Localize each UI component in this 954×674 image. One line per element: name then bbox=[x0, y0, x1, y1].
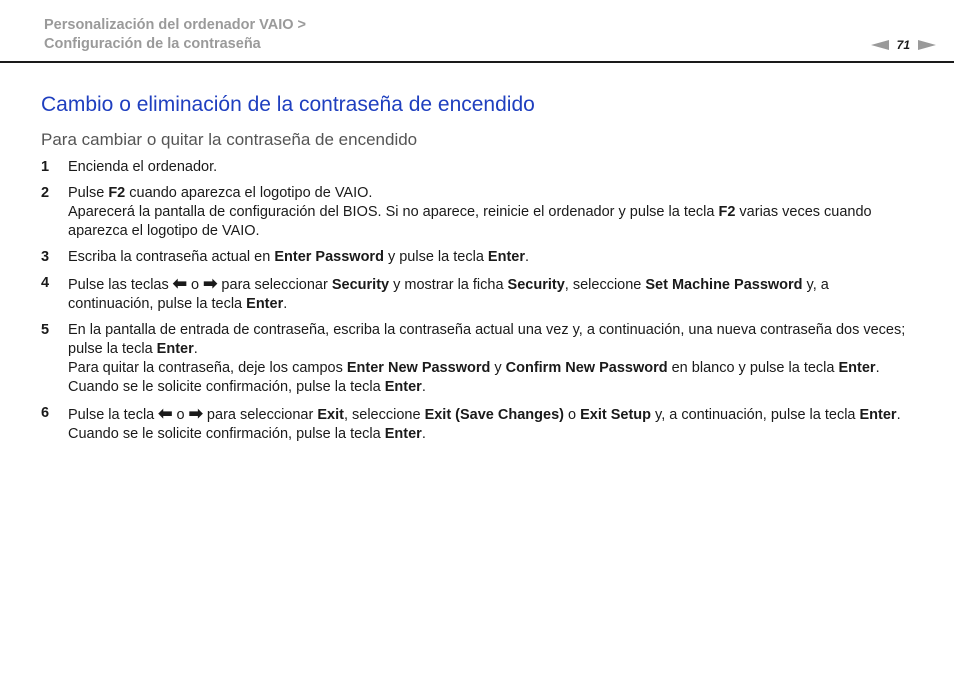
text-run: y bbox=[490, 360, 506, 376]
text-run: para seleccionar bbox=[217, 277, 332, 293]
key-term: F2 bbox=[718, 204, 736, 220]
text-run: , seleccione bbox=[343, 407, 425, 423]
text-run: para seleccionar bbox=[202, 407, 318, 423]
page-navigation bbox=[871, 37, 936, 53]
text-run: en blanco y pulse la tecla bbox=[667, 360, 839, 376]
left-arrow-icon: ⬅ bbox=[158, 404, 173, 423]
step-number: 3 bbox=[41, 249, 50, 265]
text-run: y, a continuación, pulse la tecla bbox=[651, 407, 860, 423]
step-line bbox=[68, 203, 915, 241]
right-arrow-icon: ➡ bbox=[188, 404, 203, 423]
key-term: F2 bbox=[108, 185, 126, 201]
text-run: . bbox=[875, 360, 880, 376]
page-number: 71 bbox=[896, 38, 910, 52]
key-term: Enter bbox=[384, 426, 422, 442]
text-run: Cuando se le solicite confirmación, pulse la tecla bbox=[68, 426, 385, 442]
step-line bbox=[68, 248, 915, 267]
header-divider bbox=[0, 61, 954, 63]
text-run: y, a continuación, pulse la tecla bbox=[68, 277, 829, 312]
text-run: En la pantalla de entrada de contraseña, escriba la contraseña actual una vez y, a continuación, una nueva contraseña dos veces; pulse la tecla bbox=[68, 322, 906, 357]
text-run: . bbox=[421, 426, 426, 442]
step-text bbox=[68, 321, 915, 397]
text-run: Aparecerá la pantalla de configuración del BIOS. Si no aparece, reinicie el ordenador y pulse la tecla bbox=[68, 204, 719, 220]
step-line bbox=[68, 378, 915, 397]
step-line bbox=[68, 404, 915, 425]
step-item bbox=[41, 184, 915, 241]
step-number: 1 bbox=[41, 159, 50, 175]
key-term: Exit (Save Changes) bbox=[424, 407, 564, 423]
text-run: Para quitar la contraseña, deje los campos bbox=[68, 360, 347, 376]
key-term: Enter bbox=[859, 407, 897, 423]
key-term: Enter bbox=[246, 296, 284, 312]
key-term: Exit Setup bbox=[580, 407, 652, 423]
step-item bbox=[41, 404, 915, 444]
text-run: o bbox=[187, 277, 204, 293]
step-number: 2 bbox=[41, 185, 50, 201]
text-run: y mostrar la ficha bbox=[389, 277, 508, 293]
left-arrow-icon: ⬅ bbox=[172, 274, 188, 293]
text-run: . bbox=[525, 249, 530, 265]
step-line bbox=[68, 158, 915, 177]
step-line bbox=[68, 425, 915, 444]
step-text bbox=[68, 248, 915, 267]
breadcrumb bbox=[44, 16, 306, 54]
text-run: . bbox=[896, 407, 901, 423]
steps-list bbox=[41, 158, 915, 451]
step-text bbox=[68, 184, 915, 241]
breadcrumb-section[interactable]: Personalización del ordenador VAIO > bbox=[44, 17, 307, 33]
step-number: 5 bbox=[41, 322, 50, 338]
key-term: Enter bbox=[487, 249, 525, 265]
key-term: Set Machine Password bbox=[645, 277, 803, 293]
right-arrow-icon: ➡ bbox=[203, 274, 218, 293]
step-text bbox=[68, 404, 915, 444]
key-term: Confirm New Password bbox=[505, 360, 668, 376]
step-line bbox=[68, 321, 915, 359]
step-text bbox=[68, 158, 915, 177]
triangle-right-icon[interactable] bbox=[918, 40, 936, 50]
text-run: varias veces cuando aparezca el logotipo de VAIO. bbox=[68, 204, 872, 239]
step-line bbox=[68, 184, 915, 203]
key-term: Enter Password bbox=[274, 249, 384, 265]
text-run: Pulse la tecla bbox=[68, 407, 159, 423]
breadcrumb-subsection[interactable]: Configuración de la contraseña bbox=[44, 36, 261, 52]
step-item bbox=[41, 274, 915, 314]
text-run: o bbox=[563, 407, 581, 423]
step-line bbox=[68, 274, 915, 314]
key-term: Exit bbox=[317, 407, 344, 423]
key-term: Enter bbox=[156, 341, 194, 357]
text-run: y pulse la tecla bbox=[383, 249, 488, 265]
text-run: . bbox=[421, 379, 426, 395]
text-run: Escriba la contraseña actual en bbox=[68, 249, 275, 265]
text-run: Pulse bbox=[68, 185, 109, 201]
key-term: Enter bbox=[384, 379, 422, 395]
step-item bbox=[41, 321, 915, 397]
step-number: 6 bbox=[41, 405, 50, 421]
step-number: 4 bbox=[41, 275, 50, 291]
step-item bbox=[41, 248, 915, 267]
section-subtitle: Para cambiar o quitar la contraseña de encendido bbox=[41, 130, 418, 149]
triangle-left-icon[interactable] bbox=[871, 40, 889, 50]
key-term: Enter bbox=[838, 360, 876, 376]
step-text bbox=[68, 274, 915, 314]
text-run: Pulse las teclas bbox=[68, 277, 173, 293]
step-item bbox=[41, 158, 915, 177]
text-run: Cuando se le solicite confirmación, pulse la tecla bbox=[68, 379, 385, 395]
text-run: Encienda el ordenador. bbox=[68, 159, 218, 175]
key-term: Security bbox=[331, 277, 390, 293]
text-run: . bbox=[193, 341, 198, 357]
page-title: Cambio o eliminación de la contraseña de encendido bbox=[41, 93, 535, 116]
text-run: . bbox=[283, 296, 288, 312]
step-line bbox=[68, 359, 915, 378]
text-run: o bbox=[172, 407, 189, 423]
text-run: cuando aparezca el logotipo de VAIO. bbox=[125, 185, 373, 201]
key-term: Enter New Password bbox=[346, 360, 491, 376]
text-run: , seleccione bbox=[564, 277, 646, 293]
key-term: Security bbox=[507, 277, 565, 293]
